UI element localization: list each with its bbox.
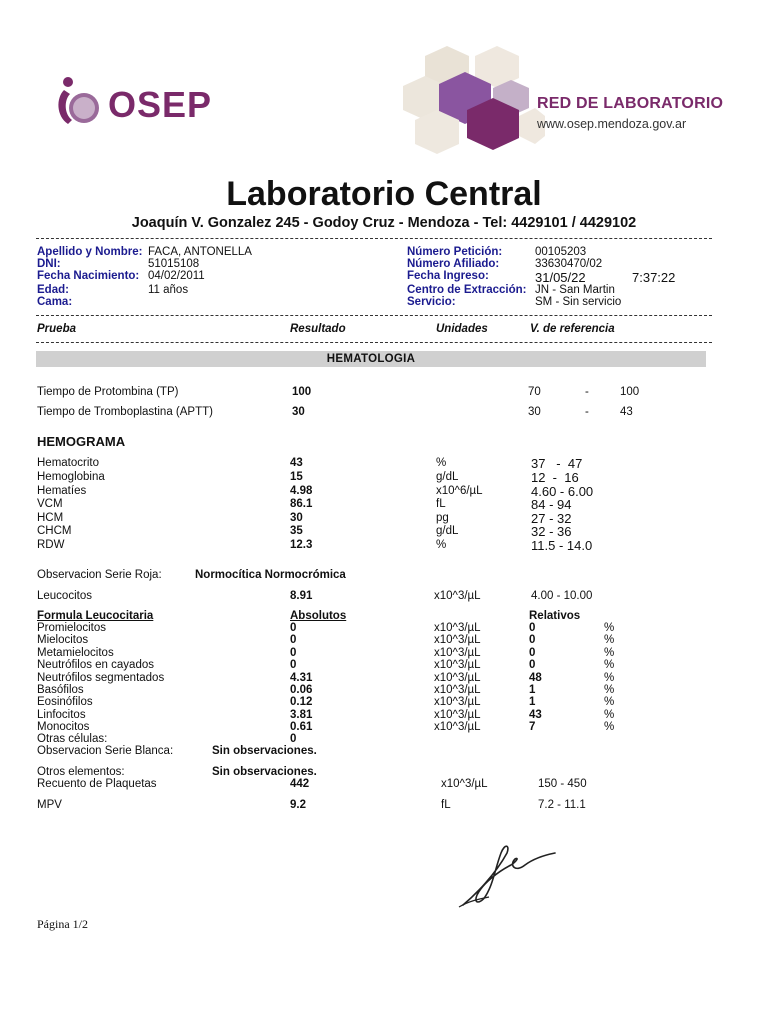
formula-pct: % (604, 684, 615, 696)
formula-pct: % (604, 672, 615, 684)
obs-roja-value: Normocítica Normocrómica (195, 569, 346, 581)
formula-pct: % (604, 647, 615, 659)
test-name: Tiempo de Protombina (TP) (37, 386, 179, 398)
formula-unit: x10^3/µL (434, 672, 481, 684)
plaquetas-value: 442 (290, 778, 310, 790)
test-ref: 4.60 - 6.00 (531, 484, 594, 499)
page-number: Página 1/2 (37, 917, 88, 931)
test-name: Hematíes (37, 485, 87, 497)
section-hematologia: HEMATOLOGIA (36, 351, 706, 367)
test-unit: % (436, 457, 447, 469)
formula-unit: x10^3/µL (434, 709, 481, 721)
formula-pct: % (604, 709, 615, 721)
test-value: 4.98 (290, 485, 313, 497)
test-value: 30 (292, 406, 305, 418)
formula-title: Formula Leucocitaria (37, 610, 154, 622)
col-test: Prueba (37, 323, 76, 335)
formula-name: Neutrófilos segmentados (37, 672, 165, 684)
osep-emblem (54, 76, 106, 130)
center-label: Centro de Extracción: (407, 284, 527, 296)
ref-high: 100 (620, 386, 640, 398)
entry-time: 7:37:22 (632, 270, 676, 285)
birth-label: Fecha Nacimiento: (37, 270, 140, 282)
formula-rel: 0 (529, 622, 536, 634)
formula-abs: 0.61 (290, 721, 313, 733)
test-value: 30 (290, 512, 303, 524)
dni-label: DNI: (37, 258, 61, 270)
divider (36, 238, 712, 239)
center-value: JN - San Martin (535, 284, 615, 296)
formula-unit: x10^3/µL (434, 634, 481, 646)
formula-rel: 0 (529, 634, 536, 646)
test-ref: 27 - 32 (531, 511, 572, 526)
test-name: Hematocrito (37, 457, 99, 469)
formula-rel: 7 (529, 721, 536, 733)
patient-dni: 51015108 (148, 258, 200, 270)
mpv-value: 9.2 (290, 799, 306, 811)
request-number: 00105203 (535, 246, 587, 258)
age-label: Edad: (37, 284, 69, 296)
formula-name: Basófilos (37, 684, 84, 696)
test-value: 15 (290, 471, 303, 483)
bed-label: Cama: (37, 296, 73, 308)
test-unit: pg (436, 512, 449, 524)
formula-abs-title: Absolutos (290, 610, 347, 622)
formula-rel: 0 (529, 659, 536, 671)
formula-pct: % (604, 721, 615, 733)
formula-name: Neutrófilos en cayados (37, 659, 154, 671)
ref-high: 43 (620, 406, 633, 418)
formula-abs: 0 (290, 634, 297, 646)
test-unit: % (436, 539, 447, 551)
hexagon-graphic (395, 46, 545, 156)
formula-unit: x10^3/µL (434, 622, 481, 634)
formula-abs: 0.12 (290, 696, 313, 708)
otras-celulas-label: Otras células: (37, 733, 108, 745)
test-ref: 37 - 47 (531, 456, 583, 471)
service-value: SM - Sin servicio (535, 296, 622, 308)
formula-name: Eosinófilos (37, 696, 93, 708)
formula-abs: 0 (290, 659, 297, 671)
col-reference: V. de referencia (530, 323, 615, 335)
leucocitos-name: Leucocitos (37, 590, 92, 602)
formula-rel: 43 (529, 709, 542, 721)
otros-elementos-label: Otros elementos: (37, 766, 125, 778)
osep-logo-text: OSEP (108, 84, 213, 125)
ref-dash: - (585, 406, 589, 418)
formula-abs: 0 (290, 647, 297, 659)
test-value: 35 (290, 525, 303, 537)
page-title: Laboratorio Central (226, 175, 542, 213)
formula-unit: x10^3/µL (434, 684, 481, 696)
formula-rel: 0 (529, 647, 536, 659)
formula-abs: 0.06 (290, 684, 313, 696)
formula-name: Metamielocitos (37, 647, 114, 659)
formula-unit: x10^3/µL (434, 696, 481, 708)
leucocitos-unit: x10^3/µL (434, 590, 481, 602)
signature (455, 835, 565, 910)
formula-name: Linfocitos (37, 709, 86, 721)
test-ref: 12 - 16 (531, 470, 579, 485)
col-units: Unidades (436, 323, 488, 335)
ref-low: 70 (528, 386, 541, 398)
test-unit: g/dL (436, 471, 459, 483)
patient-name: FACA, ANTONELLA (148, 246, 252, 258)
formula-pct: % (604, 622, 615, 634)
formula-name: Promielocitos (37, 622, 107, 634)
plaquetas-unit: x10^3/µL (441, 778, 488, 790)
otras-celulas-value: 0 (290, 733, 297, 745)
affiliate-label: Número Afiliado: (407, 258, 500, 270)
mpv-unit: fL (441, 799, 451, 811)
formula-pct: % (604, 696, 615, 708)
test-ref: 11.5 - 14.0 (531, 538, 593, 553)
test-name: Tiempo de Tromboplastina (APTT) (37, 406, 213, 418)
mpv-name: MPV (37, 799, 62, 811)
patient-birth: 04/02/2011 (148, 270, 205, 282)
test-unit: g/dL (436, 525, 459, 537)
obs-blanca-value: Sin observaciones. (212, 745, 317, 757)
formula-pct: % (604, 659, 615, 671)
hemograma-title: HEMOGRAMA (37, 434, 126, 449)
formula-unit: x10^3/µL (434, 659, 481, 671)
formula-name: Monocitos (37, 721, 90, 733)
test-name: CHCM (37, 525, 72, 537)
otros-elementos-value: Sin observaciones. (212, 766, 317, 778)
test-ref: 32 - 36 (531, 524, 572, 539)
lab-address: Joaquín V. Gonzalez 245 - Godoy Cruz - Mendoza - Tel: 4429101 / 4429102 (131, 215, 637, 231)
formula-unit: x10^3/µL (434, 721, 481, 733)
red-laboratorio-title: RED DE LABORATORIO (537, 95, 724, 112)
formula-abs: 0 (290, 622, 297, 634)
plaquetas-name: Recuento de Plaquetas (37, 778, 157, 790)
ref-dash: - (585, 386, 589, 398)
divider (36, 342, 712, 343)
test-name: RDW (37, 539, 65, 551)
test-ref: 84 - 94 (531, 497, 572, 512)
divider (36, 315, 712, 316)
test-name: VCM (37, 498, 63, 510)
name-label: Apellido y Nombre: (37, 246, 143, 258)
obs-roja-label: Observacion Serie Roja: (37, 569, 162, 581)
leucocitos-ref: 4.00 - 10.00 (531, 590, 593, 602)
test-name: HCM (37, 512, 64, 524)
test-unit: fL (436, 498, 446, 510)
obs-blanca-label: Observacion Serie Blanca: (37, 745, 174, 757)
plaquetas-ref: 150 - 450 (538, 778, 587, 790)
ref-low: 30 (528, 406, 541, 418)
affiliate-number: 33630470/02 (535, 258, 603, 270)
test-value: 43 (290, 457, 303, 469)
formula-rel-title: Relativos (529, 610, 581, 622)
red-laboratorio-url: www.osep.mendoza.gov.ar (537, 117, 687, 131)
request-label: Número Petición: (407, 246, 503, 258)
formula-pct: % (604, 634, 615, 646)
formula-rel: 1 (529, 684, 536, 696)
entry-label: Fecha Ingreso: (407, 270, 489, 282)
leucocitos-value: 8.91 (290, 590, 313, 602)
test-unit: x10^6/µL (436, 485, 483, 497)
test-value: 12.3 (290, 539, 313, 551)
col-result: Resultado (290, 323, 346, 335)
formula-abs: 4.31 (290, 672, 313, 684)
test-name: Hemoglobina (37, 471, 105, 483)
service-label: Servicio: (407, 296, 456, 308)
formula-unit: x10^3/µL (434, 647, 481, 659)
test-value: 100 (292, 386, 312, 398)
formula-abs: 3.81 (290, 709, 313, 721)
entry-date: 31/05/22 (535, 270, 586, 285)
formula-rel: 1 (529, 696, 536, 708)
patient-age: 11 años (148, 284, 189, 296)
formula-rel: 48 (529, 672, 542, 684)
formula-name: Mielocitos (37, 634, 89, 646)
mpv-ref: 7.2 - 11.1 (538, 799, 586, 811)
test-value: 86.1 (290, 498, 313, 510)
osep-logo (54, 76, 224, 130)
